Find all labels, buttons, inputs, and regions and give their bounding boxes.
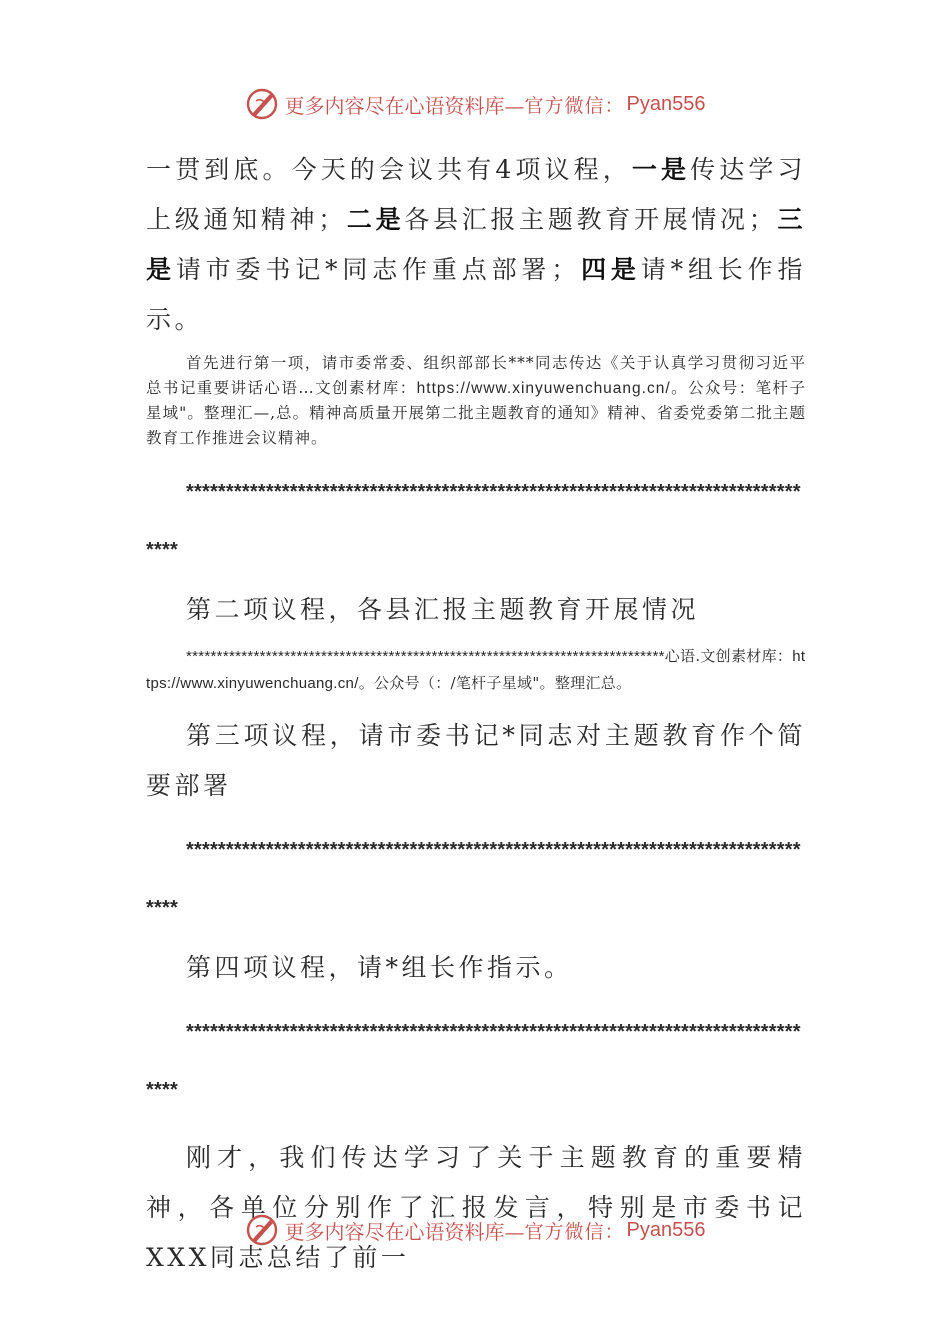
link-url: https://www.xinyuwenchuang.cn/ <box>416 380 671 397</box>
document-body <box>146 145 806 1283</box>
header-wechat-id: Pyan556 <box>626 92 706 115</box>
item2-title: 第二项议程，各县汇报主题教育开展情况 <box>186 595 700 624</box>
footer-wechat-label: 官方微信： <box>524 1220 625 1243</box>
masked-text-3: ********************************************************************************* <box>146 1021 801 1101</box>
item3-title: 第三项议程，请市委书记*同志对主题教育作个简要部署 <box>146 721 806 800</box>
paragraph-item2: ******************************************************************************心语.文创素材库：https://www.xinyuwenchuang.cn/。公众号（：/笔杆子星域"。整理汇总。 <box>146 647 806 692</box>
pen-logo-icon <box>245 1213 279 1247</box>
header-site-text: 更多内容尽在心语资料库— <box>284 93 525 118</box>
header-banner <box>0 84 950 124</box>
masked-text-2: ********************************************************************************* <box>146 839 801 919</box>
pen-logo-icon <box>245 87 279 121</box>
footer-site-text: 更多内容尽在心语资料库— <box>284 1219 525 1244</box>
header-wechat-label: 官方微信： <box>524 94 625 117</box>
closing-paragraph: 刚才，我们传达学习了关于主题教育的重要精神，各单位分别作了汇报发言，特别是市委书记XXX同志总结了前一 <box>146 1143 806 1272</box>
masked-text-1: ********************************************************************************* <box>146 481 801 561</box>
paragraph-agenda: 一贯到底。今天的会议共有4项议程，一是传达学习上级通知精神；二是各县汇报主题教育开展情况；三是请市委书记*同志作重点部署；四是请*组长作指示。 <box>146 155 806 334</box>
footer-banner <box>0 1210 950 1250</box>
link-url-2: https://www.xinyuwenchuang.cn/ <box>146 648 806 692</box>
item4-title: 第四项议程，请*组长作指示。 <box>186 953 573 982</box>
footer-wechat-id: Pyan556 <box>626 1218 706 1241</box>
paragraph-item1: 首先进行第一项，请市委常委、组织部部长***同志传达《关于认真学习贯彻习近平总书记重要讲话心语…文创素材库：https://www.xinyuwenchuang.cn/。公众号：笔杆子星域"。整理汇—,总。精神高质量开展第二批主题教育的通知》精神、省委党委第二批主题教育工作推进会议精神。 <box>146 354 806 447</box>
